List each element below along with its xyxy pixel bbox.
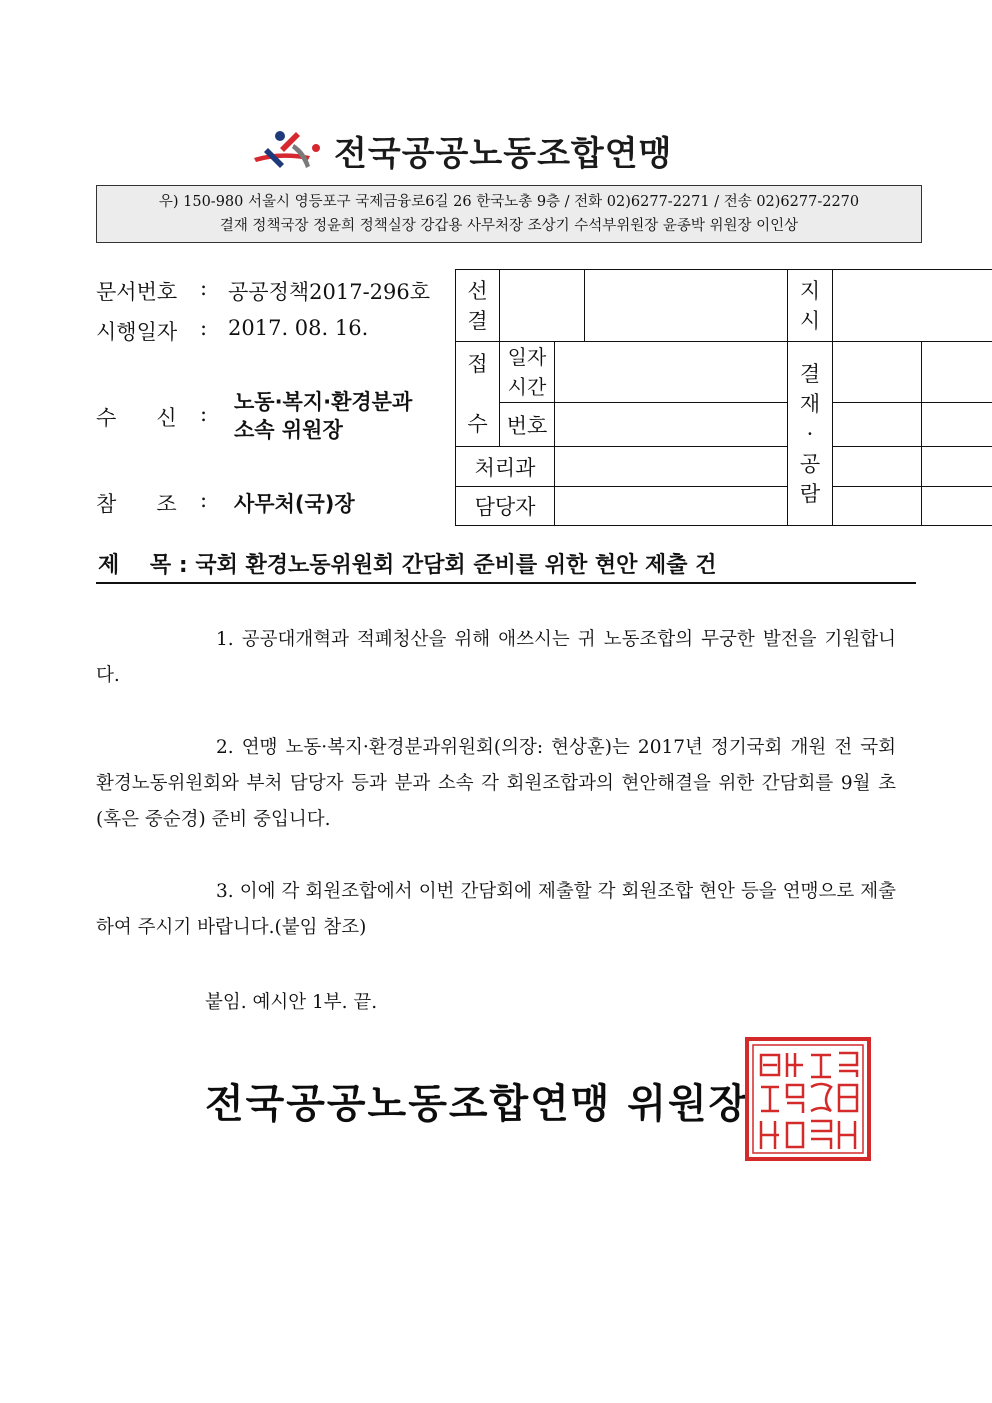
doc-number-label: 문서번호 bbox=[96, 280, 178, 304]
cell-blank bbox=[922, 403, 992, 447]
date-colon: : bbox=[200, 316, 208, 340]
recipient-line-1: 노동·복지·환경분과 bbox=[234, 390, 413, 414]
org-title: 전국공공노동조합연맹 bbox=[334, 133, 673, 174]
subject bbox=[98, 548, 716, 579]
subject-divider bbox=[96, 582, 916, 584]
recipient-label: 수 신 bbox=[96, 406, 177, 430]
cc-value: 사무처(국)장 bbox=[234, 492, 355, 516]
cell-blank bbox=[833, 342, 922, 403]
union-logo-icon bbox=[250, 124, 332, 176]
cell-blank bbox=[833, 447, 922, 487]
cell-blank bbox=[555, 487, 788, 526]
attachment-note: 붙임. 예시안 1부. 끝. bbox=[205, 992, 378, 1013]
recipient-line-2: 소속 위원장 bbox=[234, 418, 343, 442]
cell-blank bbox=[922, 487, 992, 526]
body-paragraph-3: 3. 이에 각 회원조합에서 이번 간담회에 제출할 각 회원조합 현안 등을 연맹으로 제출하여 주시기 바랍니다.(붙임 참조) bbox=[96, 881, 896, 938]
cell-blank bbox=[500, 270, 585, 342]
signature: 전국공공노동조합연맹 위원장 bbox=[205, 1081, 750, 1127]
doc-number-value: 공공정책2017-296호 bbox=[228, 280, 431, 304]
approval-table bbox=[455, 269, 992, 526]
body-paragraph-2: 2. 연맹 노동·복지·환경분과위원회(의장: 현상훈)는 2017년 정기국회 개원 전 국회 환경노동위원회와 부처 담당자 등과 분과 소속 각 회원조합과의 현안해결을 위한 간담회를 9월 초(혹은 중순경) 준비 중입니다. bbox=[96, 737, 896, 830]
cell-blank bbox=[555, 403, 788, 447]
cell-jisi: 지 시 bbox=[788, 270, 833, 342]
cc-colon: : bbox=[200, 488, 208, 512]
date-value: 2017. 08. 16. bbox=[228, 316, 369, 340]
cell-blank bbox=[585, 270, 788, 342]
cell-blank bbox=[922, 342, 992, 403]
address-box bbox=[96, 185, 922, 243]
cell-jeopsu: 접 수 bbox=[456, 342, 500, 447]
cell-manager: 담당자 bbox=[456, 487, 555, 526]
cell-blank bbox=[555, 447, 788, 487]
recipient-colon: : bbox=[200, 402, 208, 426]
cell-blank bbox=[833, 270, 992, 342]
cell-blank bbox=[555, 342, 788, 403]
cc-label: 참 조 bbox=[96, 492, 177, 516]
cell-dept: 처리과 bbox=[456, 447, 555, 487]
official-seal-icon bbox=[745, 1037, 871, 1161]
cell-review: 결 재 · 공 람 bbox=[788, 342, 833, 526]
body-paragraph-1: 1. 공공대개혁과 적폐청산을 위해 애쓰시는 귀 노동조합의 무궁한 발전을 기원합니다. bbox=[96, 629, 896, 686]
cell-blank bbox=[833, 403, 922, 447]
cell-number: 번호 bbox=[500, 403, 555, 447]
cell-seongyeol: 선 결 bbox=[456, 270, 500, 342]
doc-number-colon: : bbox=[200, 276, 208, 300]
letterhead bbox=[250, 122, 750, 178]
address-line: 우) 150-980 서울시 영등포구 국제금융로6길 26 한국노총 9층 / 전화 02)6277-2271 / 전송 02)6277-2270 bbox=[158, 194, 860, 210]
approval-line: 결재 정책국장 정윤희 정책실장 강갑용 사무처장 조상기 수석부위원장 윤종박 위원장 이인상 bbox=[219, 218, 799, 234]
subject-label: 제 목 bbox=[98, 553, 172, 578]
date-label: 시행일자 bbox=[96, 320, 178, 344]
cell-blank bbox=[833, 487, 922, 526]
subject-text: 국회 환경노동위원회 간담회 준비를 위한 현안 제출 건 bbox=[195, 553, 717, 578]
subject-colon: : bbox=[178, 553, 188, 578]
cell-datetime: 일자 시간 bbox=[500, 342, 555, 403]
recipient-value bbox=[234, 388, 412, 444]
cell-blank bbox=[922, 447, 992, 487]
